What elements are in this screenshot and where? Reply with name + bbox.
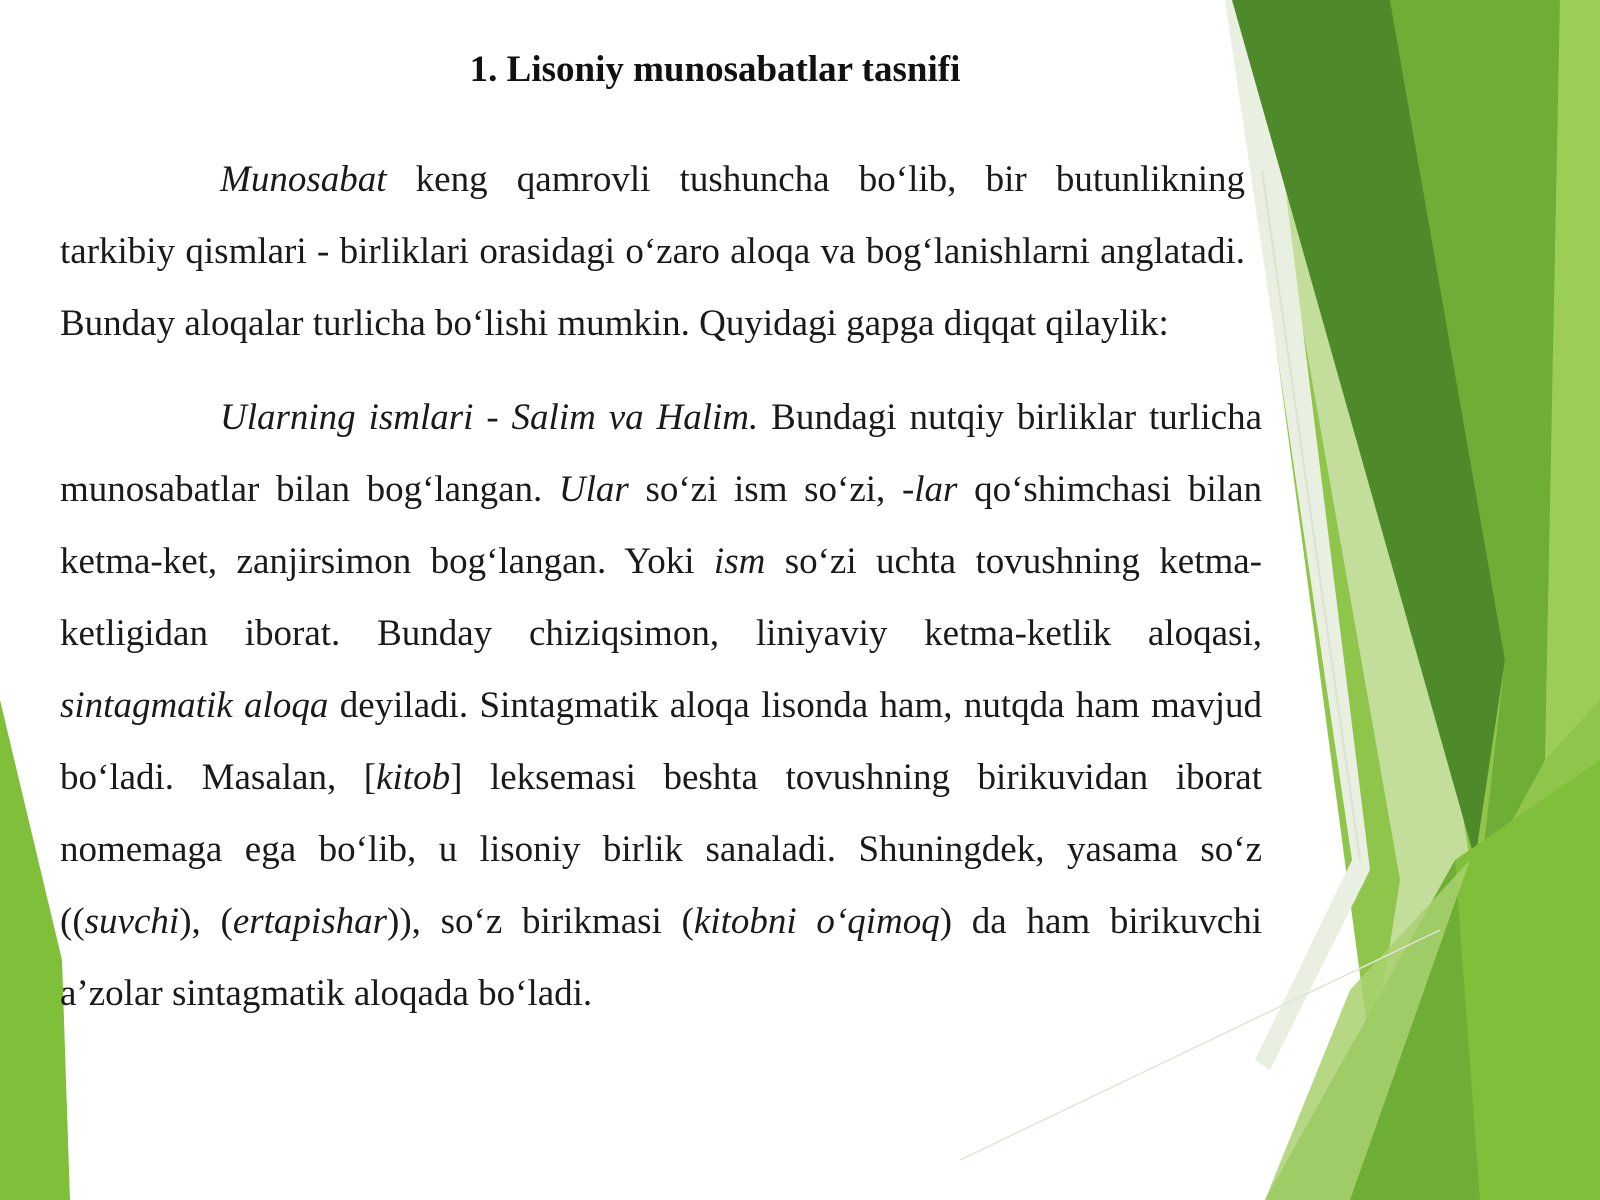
paragraph-text: )), soʻz birikmasi ( [387, 901, 694, 942]
paragraph-text: keng qamrovli tushuncha boʻlib, bir butunlikning tarkibiy qismlari - birliklari orasidagi oʻzaro aloqa va bogʻlanishlarni anglatadi. Bunday aloqalar turlicha boʻlishi mumkin. Quyidagi gapga diqqat qilaylik: [60, 159, 1245, 344]
italic-term: suvchi [84, 901, 180, 942]
italic-term: Ular [558, 469, 629, 510]
italic-term: Munosabat [220, 159, 387, 200]
paragraph-text: ] leksemasi beshta tovushning birikuvidan iborat nomemaga ega boʻlib, u lisoniy birlik sanaladi. Shuningdek, yasama soʻz (( [60, 757, 1262, 942]
paragraph-text: ), ( [179, 901, 233, 942]
paragraph-2 [60, 382, 1262, 1030]
paragraph-text: qoʻshimchasi bilan ketma-ket, zanjirsimon bogʻlangan. Yoki [60, 469, 1262, 582]
slide-title: 1. Lisoniy munosabatlar tasnifi [469, 49, 961, 90]
body-text [60, 144, 1262, 1030]
italic-term: kitob [376, 757, 451, 798]
italic-term: ism [713, 541, 766, 582]
paragraph-text: ) da ham birikuvchi a’zolar sintagmatik aloqada boʻladi. [60, 901, 1262, 1014]
paragraph-text: Bundagi nutqiy birliklar turlicha munosabatlar bilan bogʻlangan. [60, 397, 1262, 510]
italic-term: ertapishar [232, 901, 388, 942]
italic-term: kitobni oʻqimoq [693, 901, 940, 942]
example-sentence: Ularning ismlari - Salim va Halim. [220, 397, 759, 438]
italic-term: sintagmatik aloqa [60, 685, 329, 726]
italic-term: -lar [901, 469, 958, 510]
paragraph-text: deyiladi. Sintagmatik aloqa lisonda ham, nutqda ham mavjud boʻladi. Masalan, [ [60, 685, 1262, 798]
paragraph-1 [60, 144, 1262, 360]
paragraph-text: soʻzi ism soʻzi, [628, 469, 902, 510]
paragraph-text: soʻzi uchta tovushning ketma-ketligidan iborat. Bunday chiziqsimon, liniyaviy ketma-ketlik aloqasi, [60, 541, 1262, 654]
